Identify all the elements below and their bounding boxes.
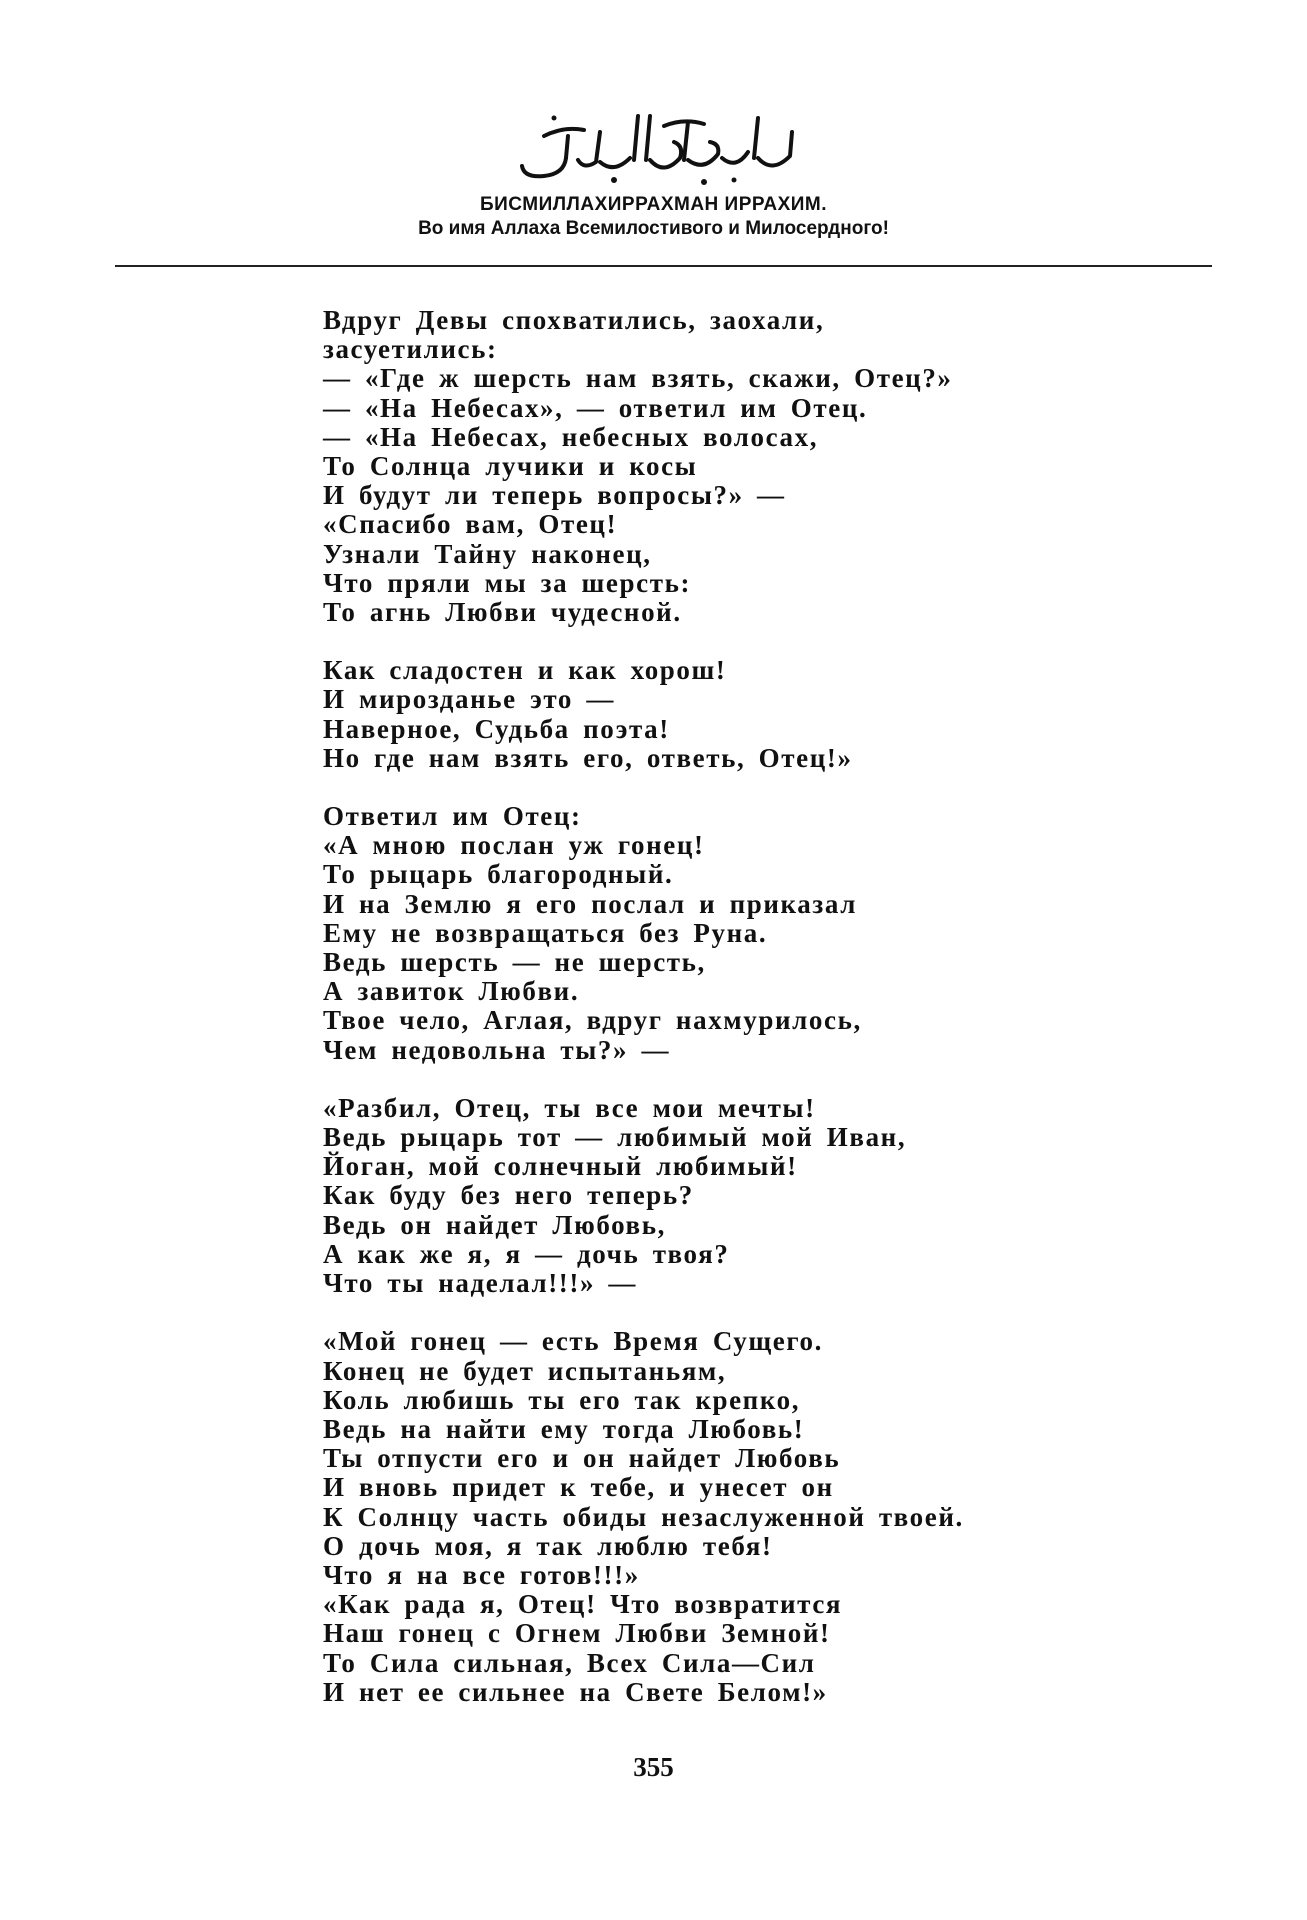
poem-line: То рыцарь благородный. <box>323 859 674 890</box>
poem-line: «Мой гонец — есть Время Сущего. <box>323 1326 824 1357</box>
poem-line: Конец не будет испытаньям, <box>323 1355 727 1386</box>
poem-line: Вдруг Девы спохватились, заохали, <box>323 305 825 335</box>
poem-line: Йоган, мой солнечный любимый! <box>323 1151 798 1182</box>
poem-line: То Сила сильная, Всех Сила—Сил <box>323 1647 816 1678</box>
poem-line: Коль любишь ты его так крепко, <box>323 1384 801 1415</box>
poem-line: «А мною послан уж гонец! <box>323 830 705 861</box>
poem-line: Что я на все готов!!!» <box>323 1559 640 1590</box>
poem-stanza <box>323 1327 964 1707</box>
poem-stanza <box>323 802 964 1065</box>
poem-line: Ведь шерсть — не шерсть, <box>323 947 706 978</box>
poem-line: И на Землю я его послал и приказал <box>323 888 857 919</box>
poem-line: Как буду без него теперь? <box>323 1180 694 1211</box>
poem-stanza <box>323 1094 964 1298</box>
poem-line: И будут ли теперь вопросы?» — <box>323 480 786 511</box>
poem-line: И мирозданье это — <box>323 684 615 715</box>
poem-line: Чем недовольна ты?» — <box>323 1034 671 1065</box>
poem-line: — «На Небесах, небесных волосах, <box>323 421 819 452</box>
poem-line: «Разбил, Отец, ты все мои мечты! <box>323 1092 816 1123</box>
poem-line: Ведь рыцарь тот — любимый мой Иван, <box>323 1122 907 1153</box>
poem-line: Ведь он найдет Любовь, <box>323 1209 666 1240</box>
poem-line: «Как рада я, Отец! Что возвратится <box>323 1589 843 1620</box>
poem-line: О дочь моя, я так люблю тебя! <box>323 1530 773 1561</box>
poem-line: Твое чело, Аглая, вдруг нахмурилось, <box>323 1005 862 1036</box>
poem-line: И нет ее сильнее на Свете Белом!» <box>323 1676 828 1707</box>
header-translation: Во имя Аллаха Всемилостивого и Милосердного! <box>418 218 889 239</box>
page-number: 355 <box>633 1752 674 1782</box>
poem-stanza <box>323 656 964 773</box>
poem-line: — «Где ж шерсть нам взять, скажи, Отец?» <box>323 363 953 394</box>
poem-line: А завиток Любви. <box>323 976 580 1007</box>
poem-line: Но где нам взять его, ответь, Отец!» <box>323 742 853 773</box>
poem-line: засуетились: <box>323 334 498 365</box>
bismillah-calligraphy <box>504 96 804 188</box>
poem-line: Что ты наделал!!!» — <box>323 1268 638 1299</box>
poem-line: То Солнца лучики и косы <box>323 451 698 482</box>
poem-line: Ведь на найти ему тогда Любовь! <box>323 1413 805 1444</box>
header-transliteration: БИСМИЛЛАХИРРАХМАН ИРРАХИМ. <box>479 194 828 215</box>
page-header <box>0 96 1307 240</box>
poem-line: И вновь придет к тебе, и унесет он <box>323 1472 834 1503</box>
header-divider <box>115 265 1212 267</box>
poem-line: Ты отпусти его и он найдет Любовь <box>323 1443 841 1474</box>
poem-stanza <box>323 306 964 627</box>
poem-line: К Солнцу часть обиды незаслуженной твоей. <box>323 1501 964 1532</box>
poem-line: То агнь Любви чудесной. <box>323 597 682 628</box>
poem-body <box>323 306 964 1707</box>
poem-line: «Спасибо вам, Отец! <box>323 509 618 540</box>
poem-line: Наш гонец с Огнем Любви Земной! <box>323 1618 831 1649</box>
poem-line: — «На Небесах», — ответил им Отец. <box>323 392 868 423</box>
poem-line: Что пряли мы за шерсть: <box>323 567 692 598</box>
poem-line: Ответил им Отец: <box>323 801 582 832</box>
poem-line: Узнали Тайну наконец, <box>323 538 652 569</box>
poem-line: А как же я, я — дочь твоя? <box>323 1238 730 1269</box>
poem-line: Ему не возвращаться без Руна. <box>323 917 768 948</box>
poem-line: Наверное, Судьба поэта! <box>323 713 670 744</box>
poem-line: Как сладостен и как хорош! <box>323 655 727 686</box>
